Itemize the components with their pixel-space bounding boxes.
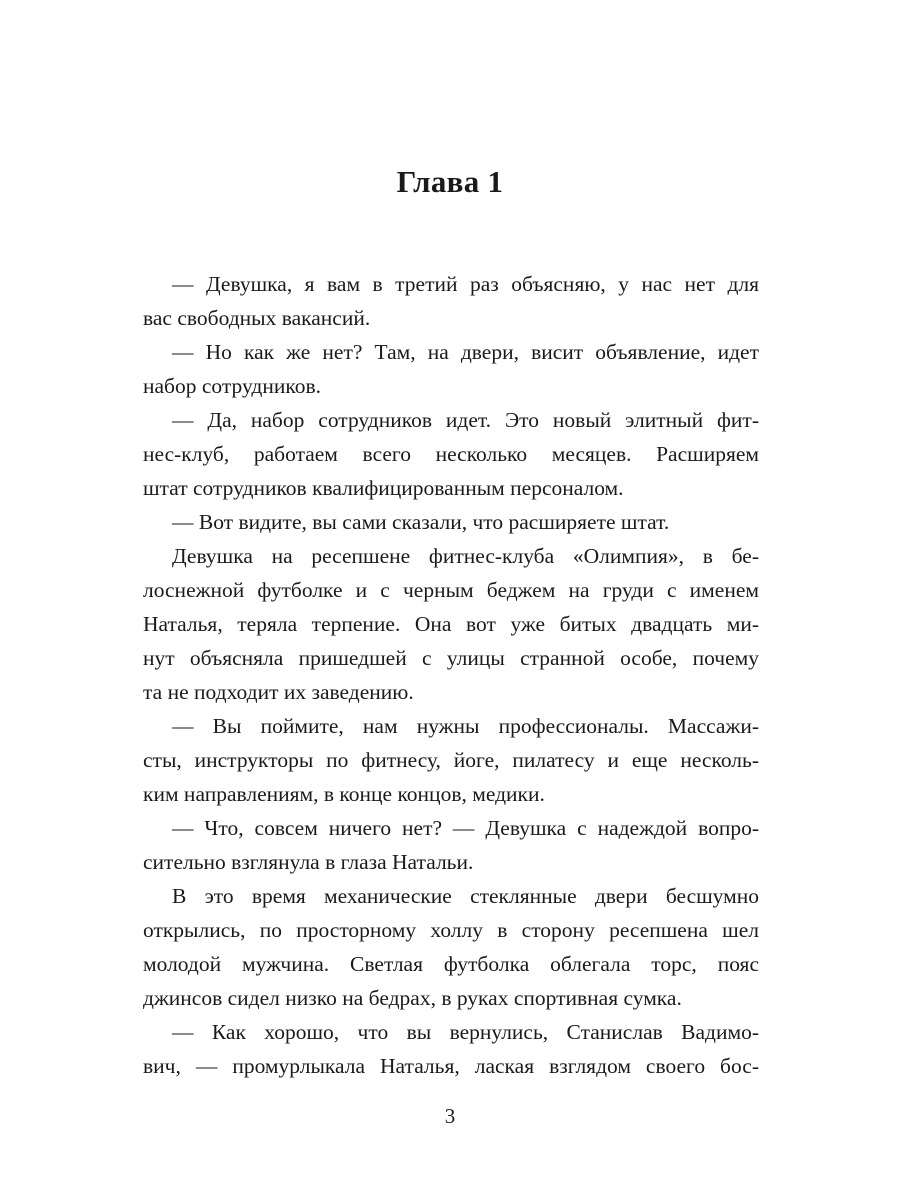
- text-line: — Но как же нет? Там, на двери, висит объявление, идет: [172, 340, 759, 364]
- text-line: сительно взглянула в глаза Натальи.: [143, 850, 474, 874]
- text-line: В это время механические стеклянные двери бесшумно: [172, 884, 759, 908]
- body-text: [143, 267, 759, 1083]
- text-line: вич, — промурлыкала Наталья, лаская взглядом своего бос-: [143, 1054, 759, 1078]
- text-line: молодой мужчина. Светлая футболка облегала торс, пояс: [143, 952, 759, 976]
- text-line: — Да, набор сотрудников идет. Это новый элитный фит-: [172, 408, 759, 432]
- text-line: нут объясняла пришедшей с улицы странной особе, почему: [143, 646, 759, 670]
- text-line: набор сотрудников.: [143, 374, 321, 398]
- chapter-title: Глава 1: [396, 164, 504, 199]
- page-number: 3: [444, 1104, 456, 1128]
- text-line: вас свободных вакансий.: [143, 306, 371, 330]
- text-line: ким направлениям, в конце концов, медики.: [143, 782, 545, 806]
- text-line: открылись, по просторному холлу в сторону ресепшена шел: [143, 918, 759, 942]
- text-line: — Как хорошо, что вы вернулись, Станислав Вадимо-: [172, 1020, 759, 1044]
- text-line: Наталья, теряла терпение. Она вот уже битых двадцать ми-: [143, 612, 759, 636]
- text-line: — Девушка, я вам в третий раз объясняю, у нас нет для: [172, 272, 759, 296]
- text-line: — Вот видите, вы сами сказали, что расширяете штат.: [172, 510, 670, 534]
- text-line: Девушка на ресепшене фитнес-клуба «Олимпия», в бе-: [172, 544, 759, 568]
- text-line: — Вы поймите, нам нужны профессионалы. Массажи-: [172, 714, 759, 738]
- text-line: сты, инструкторы по фитнесу, йоге, пилатесу и еще несколь-: [143, 748, 759, 772]
- text-line: джинсов сидел низко на бедрах, в руках спортивная сумка.: [143, 986, 682, 1010]
- text-line: — Что, совсем ничего нет? — Девушка с надеждой вопро-: [172, 816, 759, 840]
- text-line: лоснежной футболке и с черным беджем на груди с именем: [143, 578, 759, 602]
- text-line: штат сотрудников квалифицированным персоналом.: [143, 476, 624, 500]
- text-line: та не подходит их заведению.: [143, 680, 414, 704]
- text-line: нес-клуб, работаем всего несколько месяцев. Расширяем: [143, 442, 759, 466]
